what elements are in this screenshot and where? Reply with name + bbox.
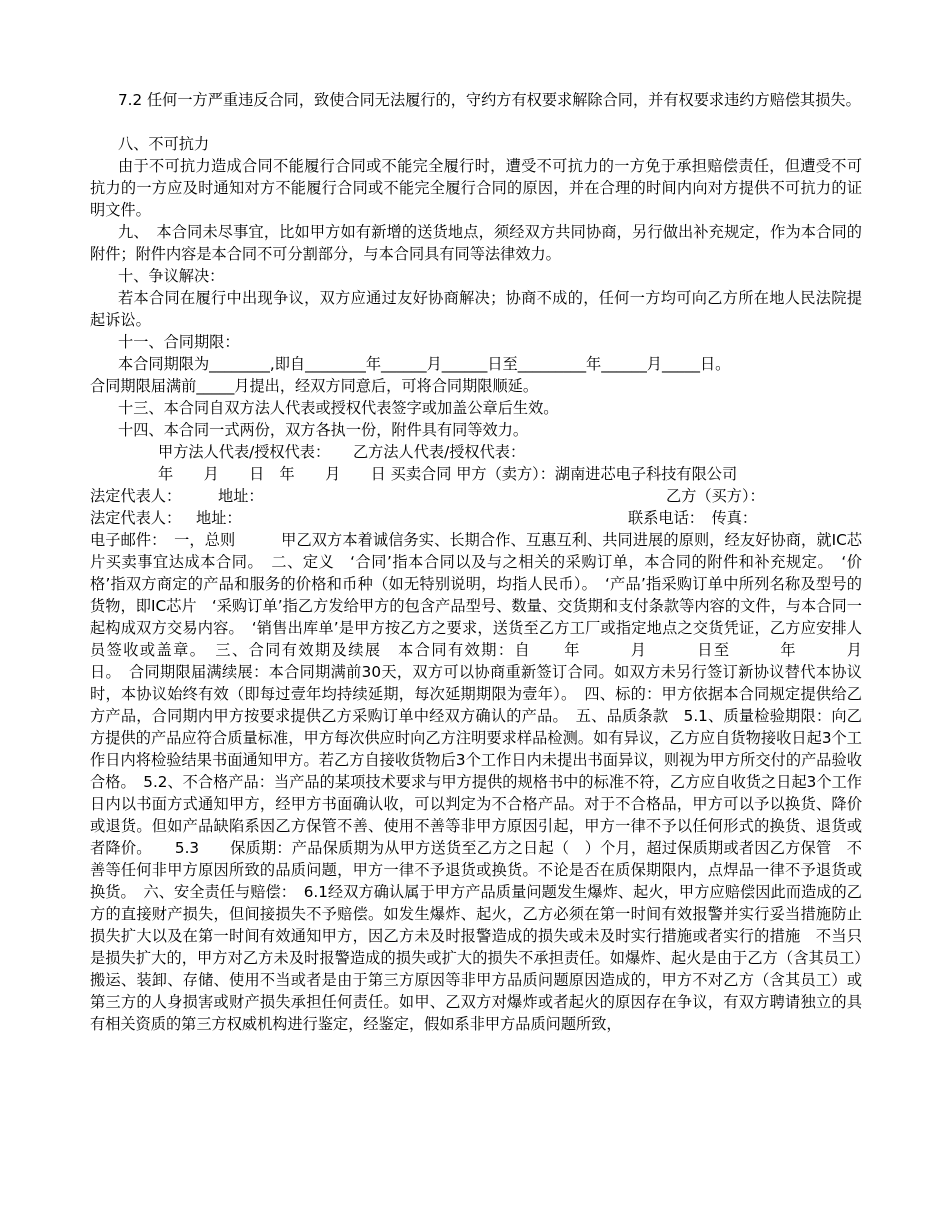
term-renewal-line: 合同期限届满前_____月提出，经双方同意后，可将合同期限顺延。 — [90, 377, 539, 395]
party-a-address-label: 地址： — [218, 487, 264, 505]
clause-7-2: 7.2 任何一方严重违反合同，致使合同无法履行的，守约方有权要求解除合同，并有权要求违约方赔偿其损失。 — [118, 91, 861, 109]
clause-dispute: 若本合同在履行中出现争议，双方应通过友好协商解决；协商不成的，任何一方均可向乙方所在地人民法院提起诉讼。 — [90, 289, 862, 329]
party-b-address-label: 地址： — [196, 509, 242, 527]
clause-force-majeure: 由于不可抗力造成合同不能履行合同或不能完全履行时，遭受不可抗力的一方免于承担赔偿责任，但遭受不可抗力的一方应及时通知对方不能履行合同或不能完全履行合同的原因，并在合理的时间内向对方提供不可抗力的证明文件。 — [90, 157, 862, 219]
heading-force-majeure: 八、不可抗力 — [118, 135, 210, 153]
signature-line: 甲方法人代表/授权代表： 乙方法人代表/授权代表： — [158, 443, 526, 461]
party-a-rep-label: 法定代表人： — [90, 487, 182, 505]
party-b-label: 乙方（买方）： — [666, 487, 765, 505]
clause-13: 十三、本合同自双方法人代表或授权代表签字或加盖公章后生效。 — [118, 399, 559, 417]
party-b-rep-label: 法定代表人： — [90, 509, 182, 527]
heading-dispute: 十、争议解决： — [118, 267, 225, 285]
clause-9: 九、 本合同未尽事宜，比如甲方如有新增的送货地点，须经双方共同协商，另行做出补充规定，作为本合同的附件；附件内容是本合同不可分割部分，与本合同具有同等法律效力。 — [90, 223, 862, 263]
clause-14: 十四、本合同一式两份，双方各执一份，附件具有同等效力。 — [118, 421, 529, 439]
term-period-line: 本合同期限为________,即自________年______月______日至_________年______月_____日。 — [118, 355, 731, 373]
phone-fax-label: 联系电话： 传真： — [628, 509, 758, 527]
date-and-title-line: 年 月 日 年 月 日 买卖合同 甲方（卖方）：湖南进芯电子科技有限公司 — [158, 465, 738, 483]
contract-body: 电子邮件： 一，总则 甲乙双方本着诚信务实、长期合作、互惠互利、共同进展的原则，经友好协商，就IC芯片买卖事宜达成本合同。 二、定义 ‘合同’指本合同以及与之相关的采购订单，本合同的附件和补充规定。 ‘价格’指双方商定的产品和服务的价格和币种（如无特别说明，均指人民币）。 ‘产品’指采购订单中所列名称及型号的货物，即IC芯片 ‘采购订单’指乙方发给甲方的包含产品型号、数量、交货期和支付条款等内容的文件，与本合同一起构成双方交易内容。 ‘销售出库单’是甲方按乙方之要求，送货至乙方工厂或指定地点之交货凭证，乙方应安排人员签收或盖章。 三、合同有效期及续展 本合同有效期：自 年 月 日至 年 月 日。 合同期限届满续展：本合同期满前30天，双方可以协商重新签订合同。如双方未另行签订新协议替代本协议时，本协议始终有效（即每过壹年均持续延期，每次延期期限为壹年）。 四、标的：甲方依据本合同规定提供给乙方产品，合同期内甲方按要求提供乙方采购订单中经双方确认的产品。 五、品质条款 5.1、质量检验期限：向乙方提供的产品应符合质量标准，甲方每次供应时向乙方注明要求样品检测。如有异议，乙方应自货物接收日起3个工作日内将检验结果书面通知甲方。若乙方自接收货物后3个工作日内未提出书面异议，则视为甲方所交付的产品验收合格。 5.2、不合格产品：当产品的某项技术要求与甲方提供的规格书中的标准不符，乙方应自收货之日起3个工作日内以书面方式通知甲方，经甲方书面确认收，可以判定为不合格产品。对于不合格品，甲方可以予以换货、降价或退货。但如产品缺陷系因乙方保管不善、使用不善等非甲方原因引起，甲方一律不予以任何形式的换货、退货或者降价。 5.3 保质期：产品保质期为从甲方送货至乙方之日起（ ）个月，超过保质期或者因乙方保管 不善等任何非甲方原因所致的品质问题，甲方一律不予退货或换货。不论是否在质保期限内，点焊品一律不予退货或换货。 六、安全责任与赔偿： 6.1经双方确认属于甲方产品质量问题发生爆炸、起火，甲方应赔偿因此而造成的乙方的直接财产损失，但间接损失不予赔偿。如发生爆炸、起火，乙方必须在第一时间有效报警并实行妥当措施防止损失扩大以及在第一时间有效通知甲方，因乙方未及时报警造成的损失或未及时实行措施或者实行的措施 不当只是损失扩大的，甲方对乙方未及时报警造成的损失或扩大的损失不承担责任。如爆炸、起火是由于乙方（含其员工）搬运、装卸、存储、使用不当或者是由于第三方原因等非甲方品质问题原因造成的，甲方不对乙方（含其员工）或第三方的人身损害或财产损失承担任何责任。如甲、乙双方对爆炸或者起火的原因存在争议，有双方聘请独立的具有相关资质的第三方权威机构进行鉴定，经鉴定，假如系非甲方品质问题所致， — [90, 531, 908, 1033]
heading-term: 十一、合同期限： — [118, 333, 240, 351]
